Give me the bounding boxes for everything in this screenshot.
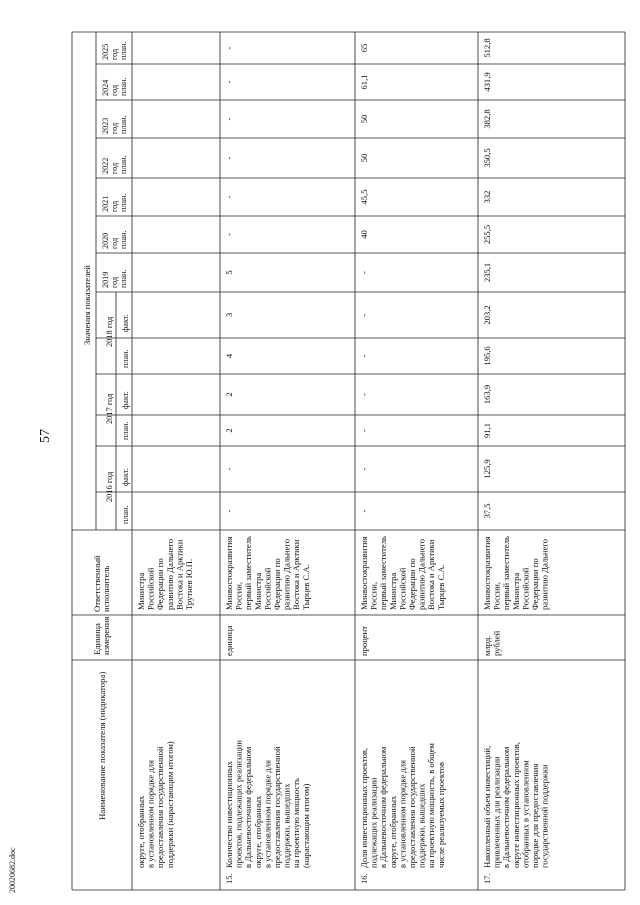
header-sub-2-0: план. [121, 349, 130, 368]
row-2-value-7: 40 [359, 230, 369, 239]
row-name-0: округе, отобранныхв установленном порядке дляпредоставления государственнойподдержки (нарастающим итогом) [136, 741, 175, 868]
header-unit: Единицаизмерения [92, 616, 112, 655]
row-unit-2: процент [359, 626, 369, 656]
header-year-8: 2024годплан. [101, 77, 128, 96]
row-1-value-9: - [224, 156, 234, 160]
row-3-value-12: 512,8 [482, 38, 492, 58]
row-2-value-1: - [359, 467, 369, 471]
row-2-value-4: - [359, 354, 369, 358]
row-name-1: Количество инвестиционныхпроектов, подлежащих реализациив Дальневосточном федеральномокруге, отобранныхв установленном порядке дляпредоставления государственнойподдержки, вышедшихна проектную мощность(нарастающим итогом) [224, 739, 311, 868]
row-1-value-10: - [224, 117, 234, 121]
row-2-value-9: 50 [359, 153, 369, 163]
header-year-9: 2025годплан. [101, 41, 128, 60]
row-1-value-0: - [224, 509, 234, 513]
row-responsible-2: МинвостокразвитияРоссии,первый заместительМинистраРоссийскойФедерации поразвитию ДальнегоВостока и АрктикиТырцев С.А. [359, 536, 446, 610]
row-2-value-0: - [359, 509, 369, 513]
row-3-value-11: 431,9 [482, 72, 492, 92]
row-responsible-0: МинистраРоссийскойФедерации поразвитию ДальнегоВостока и АрктикиТрутнев Ю.П. [136, 538, 194, 610]
row-responsible-1: МинвостокразвитияРоссии,первый заместительМинистраРоссийскойФедерации поразвитию ДальнегоВостока и АрктикиТырцев С.А. [224, 536, 311, 610]
header-year-4: 2020годплан. [101, 230, 128, 249]
row-3-value-6: 235,1 [482, 262, 492, 283]
row-1-value-7: - [224, 233, 234, 236]
header-sub-2-1: факт. [121, 314, 130, 332]
header-sub-1-1: факт. [121, 391, 130, 409]
row-3-value-2: 91,1 [482, 422, 492, 439]
row-number-1: 15. [224, 873, 234, 884]
row-number-2: 16. [359, 873, 369, 884]
row-1-value-4: 4 [224, 353, 234, 359]
header-year-5: 2021годплан. [101, 193, 128, 212]
row-1-value-1: - [224, 467, 234, 471]
document-footer: 20020682.doc [8, 847, 17, 893]
header-sub-0-0: план. [121, 505, 130, 524]
row-2-value-11: 61,1 [359, 74, 369, 90]
row-name-2: Доля инвестиционных проектов,подлежащих реализациив Дальневосточном федеральномокруге, отобранныхв установленном порядке дляпредоставления государственнойподдержки, вышедшихна проектную мощность, в общемчисле реализуемых проектов [359, 743, 446, 868]
row-unit-1: единица [224, 625, 234, 656]
row-1-value-11: - [224, 80, 234, 84]
row-2-value-8: 45,5 [359, 189, 369, 205]
header-year-2: 2018 год [105, 316, 114, 347]
row-1-value-2: 2 [224, 428, 234, 433]
row-2-value-6: - [359, 271, 369, 274]
row-3-value-0: 37,5 [482, 503, 492, 519]
row-number-3: 17. [482, 873, 492, 884]
row-2-value-5: - [359, 313, 369, 317]
row-3-value-10: 382,8 [482, 109, 492, 129]
row-1-value-3: 2 [224, 392, 234, 397]
header-sub-1-0: план. [121, 421, 130, 440]
row-1-value-6: 5 [224, 270, 234, 275]
header-year-3: 2019годплан. [101, 269, 128, 288]
row-3-value-9: 350,5 [482, 148, 492, 168]
row-3-value-7: 255,5 [482, 224, 492, 245]
header-sub-0-1: факт. [121, 468, 130, 486]
header-year-6: 2022годплан. [101, 155, 128, 174]
header-indicator-name: Наименование показателя (индикатора) [97, 671, 107, 820]
row-3-value-8: 332 [482, 190, 492, 204]
header-year-0: 2016 год [105, 471, 114, 502]
row-2-value-12: 65 [359, 43, 369, 53]
header-values-group: Значения показателей [82, 265, 92, 345]
row-1-value-12: - [224, 46, 234, 50]
row-1-value-5: 3 [224, 312, 234, 318]
header-year-1: 2017 год [105, 393, 114, 424]
header-responsible: Ответственныйисполнитель [92, 555, 112, 612]
row-unit-3: млрд.рублей [482, 630, 502, 656]
row-3-value-4: 195,6 [482, 346, 492, 366]
row-1-value-8: - [224, 195, 234, 199]
page-number: 57 [38, 429, 53, 443]
row-3-value-5: 203,2 [482, 305, 492, 325]
row-2-value-2: - [359, 429, 369, 432]
row-3-value-1: 125,9 [482, 459, 492, 479]
row-3-value-3: 163,9 [482, 384, 492, 405]
row-responsible-3: МинвостокразвитияРоссии,первый заместительМинистраРоссийскойФедерации поразвитию Дальнего [482, 536, 550, 610]
header-year-7: 2023годплан. [101, 115, 128, 134]
row-2-value-10: 50 [359, 114, 369, 124]
row-2-value-3: - [359, 393, 369, 396]
row-name-3: Накопленный объем инвестиций,привлеченных для реализациив Дальневосточном федеральномокруге инвестиционных проектов,отобранных в установленномпорядке для предоставлениягосударственной поддержки [482, 742, 550, 868]
